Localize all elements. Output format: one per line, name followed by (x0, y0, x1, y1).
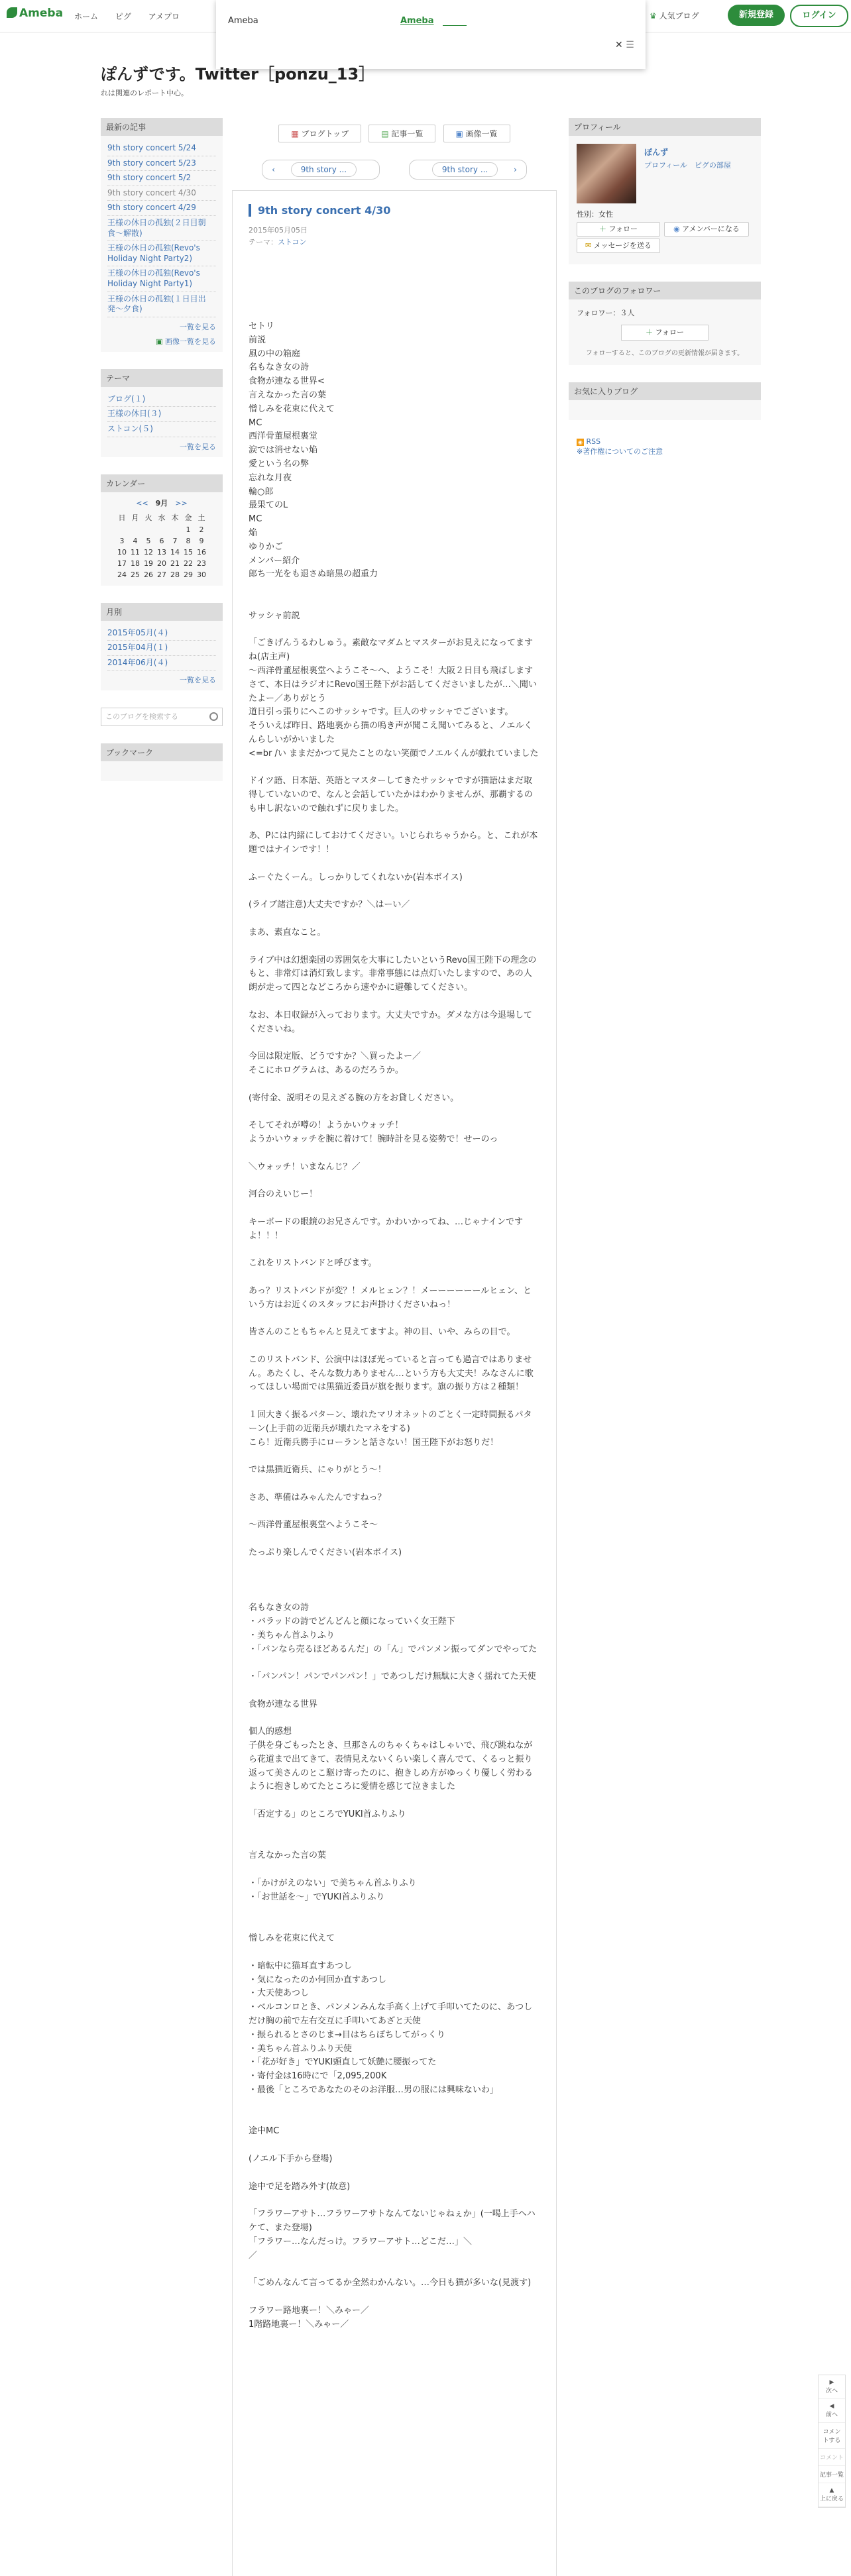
register-button[interactable]: 新規登録 (728, 5, 785, 26)
cal-cell: 20 (157, 559, 166, 568)
prev-post-button[interactable]: ‹ 9th story ... (262, 160, 380, 180)
cal-cell (168, 524, 182, 535)
cal-cell: 22 (184, 559, 193, 568)
cal-cell: 10 (117, 547, 127, 557)
nav-home[interactable]: ホーム (74, 12, 99, 21)
arrow-up-icon: ▲ (829, 2487, 834, 2494)
cal-cell: 1 (186, 525, 191, 534)
monthly-archive-box (101, 603, 223, 691)
month-link[interactable]: 2015年05月(４) (107, 627, 168, 637)
rss-link[interactable]: RSS (586, 437, 601, 446)
latest-post-link[interactable]: 9th story concert 5/2 (107, 173, 192, 183)
theme-link[interactable]: ストコン(５) (107, 423, 153, 433)
post-theme: テーマ：ストコン (249, 238, 307, 246)
list-icon: ▤ (381, 129, 389, 138)
favorite-heading: お気に入りブログ (569, 382, 761, 400)
latest-posts-heading: 最新の記事 (101, 118, 223, 136)
profile-links[interactable]: プロフィール ピグの部屋 (644, 161, 731, 170)
amember-button[interactable]: ◉ アメンバーになる (664, 222, 749, 237)
month-link[interactable]: 2015年04月(１) (107, 643, 168, 653)
latest-post-link[interactable]: 9th story concert 4/29 (107, 203, 196, 213)
followers-heading: このブログのフォロワー (569, 282, 761, 299)
comment-count-nav[interactable]: コメント (819, 2449, 845, 2466)
search-box (101, 708, 223, 726)
cal-cell: 5 (146, 536, 151, 545)
latest-post-link[interactable]: 王様の休日の孤独(１日目出発〜夕食) (107, 294, 206, 314)
cal-cell: 12 (144, 547, 153, 557)
back-to-top-nav[interactable]: ▲ 上に戻る (819, 2483, 845, 2507)
post-title[interactable]: 9th story concert 4/30 (249, 204, 540, 217)
mail-icon: ✉ (585, 241, 592, 250)
bookmark-box (101, 743, 223, 781)
popular-blog-link[interactable]: ♛ 人気ブログ (650, 11, 699, 21)
latest-posts-box (101, 118, 223, 352)
cal-cell: 19 (144, 559, 153, 568)
dropdown-brand: Ameba (228, 16, 258, 26)
dropdown-panel (216, 0, 646, 69)
latest-post-link[interactable]: 9th story concert 5/23 (107, 158, 196, 168)
calendar (101, 492, 223, 586)
followers-count: フォロワー：３人 (577, 309, 635, 317)
cal-cell: 16 (197, 547, 206, 557)
plus-icon: ＋ (599, 225, 607, 233)
profile-sex: 性別：女性 (577, 210, 613, 219)
plus-icon: ＋ (646, 328, 653, 337)
profile-box (569, 118, 761, 264)
login-button[interactable]: ログイン (790, 5, 848, 27)
cal-day-header: 金 (184, 513, 192, 522)
latest-more-link[interactable]: 一覧を見る (180, 322, 216, 331)
arrow-right-icon: ▶ (829, 2379, 834, 2386)
rss-icon: ◉ (577, 439, 584, 446)
cal-cell: 7 (172, 536, 178, 545)
follow-blog-button[interactable]: ＋ フォロー (621, 325, 709, 341)
theme-heading: テーマ (101, 369, 223, 387)
cal-day-header: 火 (144, 513, 152, 522)
blog-title[interactable]: ぽんずです。Twitter［ponzu_13］ (101, 65, 375, 83)
cal-cell: 9 (199, 536, 204, 545)
cal-day-header: 土 (198, 513, 205, 522)
cal-day-header: 日 (118, 513, 126, 522)
arrow-left-icon: ◀ (829, 2403, 834, 2410)
post-list-nav[interactable]: 記事一覧 (819, 2466, 845, 2483)
theme-more-link[interactable]: 一覧を見る (180, 442, 216, 451)
calendar-heading: カレンダー (101, 474, 223, 492)
comment-nav[interactable]: コメントする (819, 2423, 845, 2449)
blog-tabs (232, 125, 557, 142)
tab-image-list[interactable]: ▣ 画像一覧 (443, 125, 510, 142)
floating-side-nav (818, 2375, 846, 2508)
month-more-link[interactable]: 一覧を見る (180, 676, 216, 685)
profile-name[interactable]: ぽんず (644, 148, 669, 157)
cal-cell: 25 (131, 570, 140, 579)
cal-cell (129, 524, 142, 535)
latest-post-link[interactable]: 9th story concert 4/30 (107, 188, 196, 197)
bookmark-heading: ブックマーク (101, 743, 223, 761)
image-icon: ▣ (156, 337, 163, 346)
cal-cell: 18 (131, 559, 140, 568)
calendar-box (101, 474, 223, 586)
cal-cell: 4 (133, 536, 138, 545)
ameba-logo[interactable]: Ameba (7, 7, 63, 20)
message-button[interactable]: ✉ メッセージを送る (577, 239, 660, 253)
blog-description: れは関連のレポート中心。 (101, 89, 188, 97)
right-sidebar (569, 118, 761, 456)
cal-cell: 6 (159, 536, 164, 545)
article (232, 190, 557, 2576)
monthly-heading: 月別 (101, 603, 223, 621)
cal-cell: 30 (197, 570, 206, 579)
cal-cell (155, 524, 168, 535)
latest-post-link[interactable]: 王様の休日の孤独(２日目朝食〜解散) (107, 217, 206, 238)
image-list-link[interactable]: 画像一覧を見る (165, 337, 216, 346)
cal-cell: 17 (117, 559, 127, 568)
avatar[interactable] (577, 144, 636, 203)
main-content (232, 118, 557, 2576)
cal-cell: 2 (199, 525, 204, 534)
cal-cell: 29 (184, 570, 193, 579)
favorite-blogs-box (569, 382, 761, 420)
theme-link[interactable]: ブログ(１) (107, 394, 146, 403)
crown-icon: ♛ (650, 11, 657, 21)
blog-search-input[interactable]: このブログを検索する (101, 708, 223, 726)
cal-cell: 26 (144, 570, 153, 579)
global-nav (74, 11, 194, 22)
theme-box (101, 369, 223, 457)
followers-box (569, 282, 761, 365)
dropdown-link[interactable]: Ameba (400, 16, 434, 26)
ameba-leaf-icon (7, 7, 17, 18)
latest-post-link[interactable]: 王様の休日の孤独(Revo's Holiday Night Party2) (107, 243, 200, 263)
post-body: セトリ 前説 風の中の箱庭 名もなき女の詩 食物が連なる世界< 言えなかった言の葉 憎しみを花束に代えて MC 西洋骨董屋根裏堂 涙では消せない焔 愛という名の弊 忘れな月夜 輪○郎 最果てのL MC 焔 ゆりかご メンバー紹介 郎ち一光をも退さぬ暗黒の超重力 サッシャ前説 「ごきげんうるわしゅう。素敵なマダムとマスターがお見えになってますね(店主声) 〜西洋骨董屋根裏堂へようこそ〜へ、ようこそ！大阪２日目も飛ばします さて、本日はラジオにRevo国王陛下がお話してくださいましたが…＼聞いたよー／ありがとう 道日引っ張りにへこのサッシャです。巨人のサッシャでございます。 そういえば昨日、路地裏から猫の鳴き声が聞こえ聞いてみると、ノエルくんらしいがかいました <=br /い ままだかつて見たことのない笑顔でノエルくんが戯れていました ドイツ語、日本語、英語とマスターしてきたサッシャですが猫語はまだ取得していないので、なんと会話していたかはわかりませんが、那覇するのも申し訳ないので触れずに戻りました。 あ、Pには内緒にしておけてください。いじられちゃうから。と、これが本題ではナインです！！ ふーぐたくーん。しっかりしてくれないか(岩本ボイス) (ライブ諸注意)大丈夫ですか？＼はーい／ まあ、素直なこと。 ライブ中は幻想楽団の雰囲気を大事にしたいというRevo国王陛下の理念のもと、非常灯は消灯致します。非常事態には点灯いたしますので、あの人朗が走って四となどころから速やかに避難してください。 なお、本日収録が入っております。大丈夫ですか。ダメな方は今退場してくださいね。 今回は限定版、どうですか？＼買ったよー／ そこにホログラムは、あるのだろうか。 (寄付金、説明その見えざる腕の方をお貸しください。 そしてそれが噂の！ようかいウォッチ！ ようかいウォッチを腕に着けて！腕時計を見る姿勢で！せーのっ ＼ウォッチ！いまなんじ？／ 河合のえいじー！ キーボードの眼鏡のお兄さんです。かわいかってね、…じゃナインですよ！！！ これをリストバンドと呼びます。 あっ？リストバンドが変？！メルヒェン？！メーーーーーールヒェン、という方はお近くのスタッフにお声掛けくださいねっ！ 皆さんのこともちゃんと見えてますよ。神の目、いや、みらの目で。 このリストバンド、公演中はほぼ光っていると言っても過言ではありません。あたくし、そんな数力ありません…という方も大丈夫！みなさんに歌ってほしい場面では黒猫近委員が旗を振ります。旗の振り方は２種類！ １回大きく振るパターン、壊れたマリオネットのごとく一定時間振るパターン(上手前の近衛兵が壊れたマネをする) こら！近衛兵勝手にローランと話さない！国王陛下がお怒りだ！ では黒猫近衛兵、にゃりがとう〜！ さあ、準備はみゃんたんですねっ？ 〜西洋骨董屋根裏堂へようこそ〜 たっぷり楽しんでください(岩本ボイス) 名もなき女の詩 ・バラッドの詩でどんどんと顔になっていく女王陛下 ・美ちゃん首ふりふり ・「パンなら売るほどあるんだ」の「ん」でパンメン振ってダンでやってた ・「パンパン！パンでパンパン！」であつしだけ無駄に大きく揺れてた天使 食物が連なる世界 個人的感想 子供を身ごもったとき、旦那さんのちゃくちゃはしゃいで、飛び跳ねながら花道まで出てきて、表情見えないくらい楽しく喜んでて、くるっと振り返って美さんのとこ駆け寄ったのに、抱きしめ方がゆっくり優しく労わるように抱きしめてたところに愛情を感じて泣きました 「否定する」のところでYUKI首ふりふり 言えなかった言の葉 ・「かけがえのない」で美ちゃん首ふりふり ・「お世話を〜」でYUKI首ふりふり 憎しみを花束に代えて ・暗転中に猫耳直すあつし ・気になったのか何回か直すあつし ・大天使あつし ・ベルコンロとき、パンメンみんな手高く上げて手叩いてたのに、あつしだけ胸の前で左右交互に手叩いてあざと天使 ・振られるとさのじま→目はちらぼちしてがっくり ・美ちゃん首ふりふり天使 ・「花が好き」でYUKI頭直して妖艶に腰振ってた ・寄付金は16時にで「2,095,200K ・最後「ところであなたのそのお洋服…男の服には興味ないわ」 途中MC (ノエル下手から登場) 途中で足を踏み外す(故意) 「フラワーアサト…フラワーアサトなんてないじゃねぇか」(一喝上手ヘハケて、また登場) 「フラワー…なんだっけ。フラワーアサト…どこだ…」＼ ／ 「ごめんなんて言ってるか全然わかんない。…今日も猫が多いな(見渡す) フラワー路地裏ー！＼みゃー／ 1階路地裏ー！＼みゃー／ (249, 321, 539, 2330)
post-theme-link[interactable]: ストコン (278, 238, 307, 246)
calendar-icon: ▦ (291, 129, 299, 138)
cal-cell: 27 (157, 570, 166, 579)
tab-post-list[interactable]: ▤ 記事一覧 (369, 125, 435, 142)
theme-link[interactable]: 王様の休日(３) (107, 409, 162, 419)
cal-day-header: 木 (171, 513, 179, 522)
calendar-next[interactable]: >> (175, 498, 188, 508)
cal-cell: 14 (170, 547, 180, 557)
post-date: 2015年05月05日 (249, 226, 308, 235)
nav-pigg[interactable]: ピグ (115, 12, 131, 21)
follow-note: フォローすると、このブログの更新情報が届きます。 (585, 350, 744, 357)
close-icon: ✕ (615, 40, 623, 50)
calendar-prev[interactable]: << (136, 498, 148, 508)
dropdown-close-button[interactable] (615, 40, 634, 50)
cal-cell: 28 (170, 570, 180, 579)
next-nav[interactable]: ▶ 次へ (819, 2375, 845, 2399)
cal-cell: 13 (157, 547, 166, 557)
menu-icon: ☰ (626, 40, 634, 50)
prev-nav[interactable]: ◀ 前へ (819, 2399, 845, 2423)
dropdown-input[interactable] (443, 16, 467, 26)
left-sidebar (101, 118, 223, 798)
cal-cell: 8 (186, 536, 191, 545)
cal-cell: 11 (131, 547, 140, 557)
cal-cell: 15 (184, 547, 193, 557)
calendar-month: 9月 (155, 498, 168, 508)
cal-cell (115, 524, 129, 535)
latest-post-link[interactable]: 9th story concert 5/24 (107, 143, 196, 152)
cal-cell: 21 (170, 559, 180, 568)
cal-cell: 24 (117, 570, 127, 579)
image-icon: ▣ (455, 129, 463, 138)
copyright-note-link[interactable]: ※著作権についてのご注意 (577, 447, 663, 456)
amember-icon: ◉ (673, 225, 680, 233)
cal-cell: 3 (119, 536, 125, 545)
month-link[interactable]: 2014年06月(４) (107, 657, 168, 667)
latest-post-link[interactable]: 王様の休日の孤独(Revo's Holiday Night Party1) (107, 268, 200, 288)
cal-cell (142, 524, 155, 535)
calendar-grid (115, 511, 208, 580)
profile-heading: プロフィール (569, 118, 761, 136)
nav-amepro[interactable]: アメプロ (148, 12, 180, 21)
cal-day-header: 水 (158, 513, 166, 522)
cal-cell: 23 (197, 559, 206, 568)
next-post-button[interactable]: 9th story ... › (409, 160, 527, 180)
search-icon[interactable] (209, 712, 218, 721)
follow-button[interactable]: ＋ フォロー (577, 222, 660, 237)
post-pager (232, 160, 557, 180)
tab-blog-top[interactable]: ▦ ブログトップ (278, 125, 361, 142)
rss-area (569, 437, 761, 456)
cal-day-header: 月 (131, 513, 139, 522)
